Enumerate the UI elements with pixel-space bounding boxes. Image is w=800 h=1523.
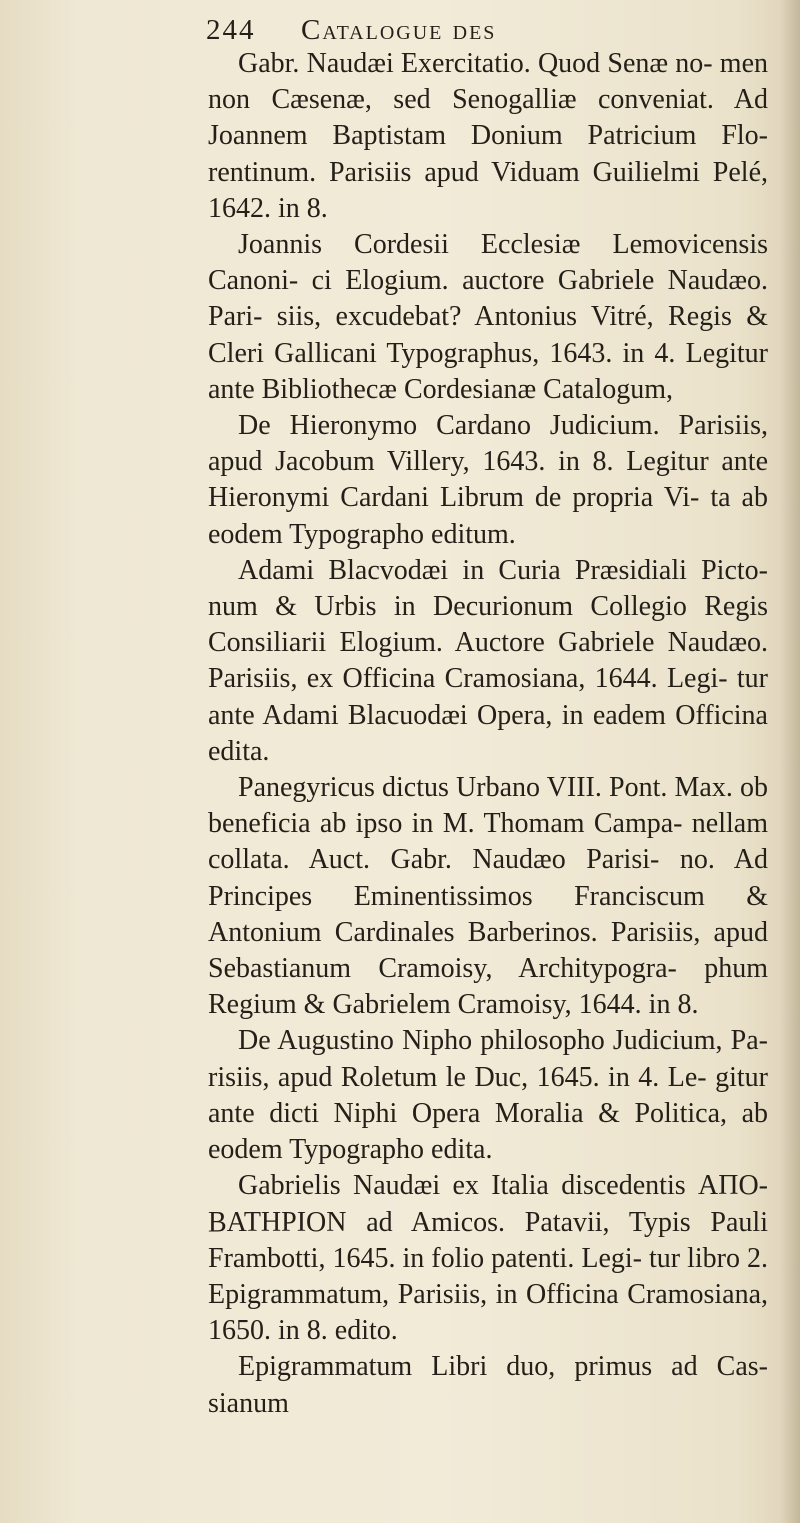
entry-text: Joannis Cordesii Ecclesiæ Lemovicensis Canoni- ci Elogium. auctore Gabriele Naudæo. Pari- siis, excudebat? Antonius Vitré, Regis & Cleri Gallicani Typographus, 1643. in 4. Legitur ante Bibliothecæ Cordesianæ Catalogum, xyxy=(208,229,768,405)
running-title: Catalogue des xyxy=(301,14,497,46)
entry-text: Panegyricus dictus Urbano VIII. Pont. Max. ob beneficia ab ipso in M. Thomam Campa- nellam collata. Auct. Gabr. Naudæo Parisi- no. Ad Principes Eminentissimos Franciscum & Antonium Cardinales Barberinos. Parisiis, apud Sebastianum Cramoisy, Architypogra- phum Regium & Gabrielem Cramoisy, 1644. in 8. xyxy=(208,772,768,1021)
catalogue-entry xyxy=(208,1349,768,1421)
catalogue-entry xyxy=(208,770,768,1023)
entry-text: Epigrammatum Libri duo, primus ad Cas- sianum xyxy=(208,1351,768,1419)
catalogue-text xyxy=(208,46,768,1422)
catalogue-entry xyxy=(208,46,768,227)
page-number: 244 xyxy=(206,14,256,46)
catalogue-entry xyxy=(208,1023,768,1168)
catalogue-entry xyxy=(208,408,768,553)
catalogue-entry xyxy=(208,227,768,408)
catalogue-entry xyxy=(208,553,768,770)
catalogue-entry xyxy=(208,1168,768,1349)
page-gutter-shadow xyxy=(780,0,800,1523)
entry-text: Gabrielis Naudæi ex Italia discedentis ΑΠΟ- ΒΑΤΗΡΙΟΝ ad Amicos. Patavii, Typis Pauli Frambotti, 1645. in folio patenti. Legi- tur libro 2. Epigrammatum, Parisiis, in Officina Cramosiana, 1650. in 8. edito. xyxy=(208,1170,768,1347)
entry-text: De Hieronymo Cardano Judicium. Parisiis, apud Jacobum Villery, 1643. in 8. Legitur ante Hieronymi Cardani Librum de propria Vi- ta ab eodem Typographo editum. xyxy=(208,410,768,550)
entry-text: Adami Blacvodæi in Curia Præsidiali Picto- num & Urbis in Decurionum Collegio Regis Consiliarii Elogium. Auctore Gabriele Naudæo. Parisiis, ex Officina Cramosiana, 1644. Legi- tur ante Adami Blacuodæi Opera, in eadem Officina edita. xyxy=(208,554,768,767)
page-header xyxy=(206,14,766,44)
entry-text: Gabr. Naudæi Exercitatio. Quod Senæ no- men non Cæsenæ, sed Senogalliæ conveniat. Ad Joannem Baptistam Donium Patricium Flo- rentinum. Parisiis apud Viduam Guilielmi Pelé, 1642. in 8. xyxy=(208,48,768,224)
entry-text: De Augustino Nipho philosopho Judicium, Pa- risiis, apud Roletum le Duc, 1645. in 4. Le- gitur ante dicti Niphi Opera Moralia & Politica, ab eodem Typographo edita. xyxy=(208,1025,768,1166)
